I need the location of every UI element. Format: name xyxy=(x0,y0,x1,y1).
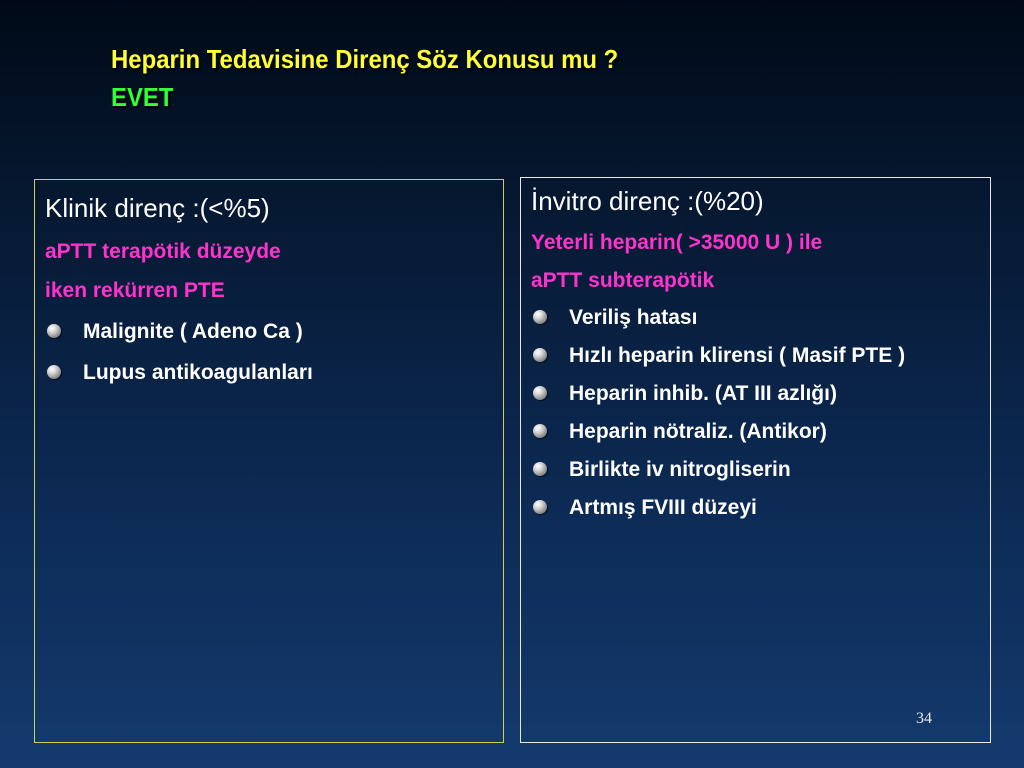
list-item-text: Heparin nötraliz. (Antikor) xyxy=(569,420,827,443)
list-item-text: Heparin inhib. (AT III azlığı) xyxy=(569,382,837,405)
highlight-line: Yeterli heparin( >35000 U ) ile xyxy=(531,231,823,254)
panel-heading: Klinik direnç :(<%5) xyxy=(45,193,270,223)
sphere-bullet-icon xyxy=(533,462,547,476)
invitro-resistance-panel xyxy=(520,177,991,743)
sphere-bullet-icon xyxy=(47,324,61,338)
bullet-list xyxy=(531,304,971,532)
highlight-line: aPTT terapötik düzeyde xyxy=(45,240,281,263)
list-item xyxy=(45,318,485,346)
panel-heading: İnvitro direnç :(%20) xyxy=(531,186,764,216)
list-item xyxy=(531,342,971,370)
slide-title-block xyxy=(111,40,618,116)
sphere-bullet-icon xyxy=(533,424,547,438)
bullet-list xyxy=(45,318,485,400)
list-item xyxy=(531,418,971,446)
sphere-bullet-icon xyxy=(533,386,547,400)
list-item xyxy=(531,456,971,484)
sphere-bullet-icon xyxy=(533,348,547,362)
clinical-resistance-panel xyxy=(34,179,504,743)
list-item xyxy=(45,359,485,387)
sphere-bullet-icon xyxy=(47,365,61,379)
list-item-text: Lupus antikoagulanları xyxy=(83,361,313,384)
highlight-line: aPTT subterapötik xyxy=(531,269,715,292)
sphere-bullet-icon xyxy=(533,310,547,324)
highlight-line: iken rekürren PTE xyxy=(45,279,225,302)
list-item-text: Malignite ( Adeno Ca ) xyxy=(83,320,303,343)
list-item-text: Hızlı heparin klirensi ( Masif PTE ) xyxy=(569,344,906,367)
page-number: 34 xyxy=(916,710,932,727)
slide-answer: EVET xyxy=(111,82,174,112)
list-item xyxy=(531,304,971,332)
sphere-bullet-icon xyxy=(533,500,547,514)
list-item-text: Veriliş hatası xyxy=(569,306,698,329)
list-item-text: Artmış FVIII düzeyi xyxy=(569,496,757,519)
list-item xyxy=(531,380,971,408)
slide-title: Heparin Tedavisine Direnç Söz Konusu mu ? xyxy=(111,44,619,74)
list-item xyxy=(531,494,971,522)
list-item-text: Birlikte iv nitrogliserin xyxy=(569,458,791,481)
